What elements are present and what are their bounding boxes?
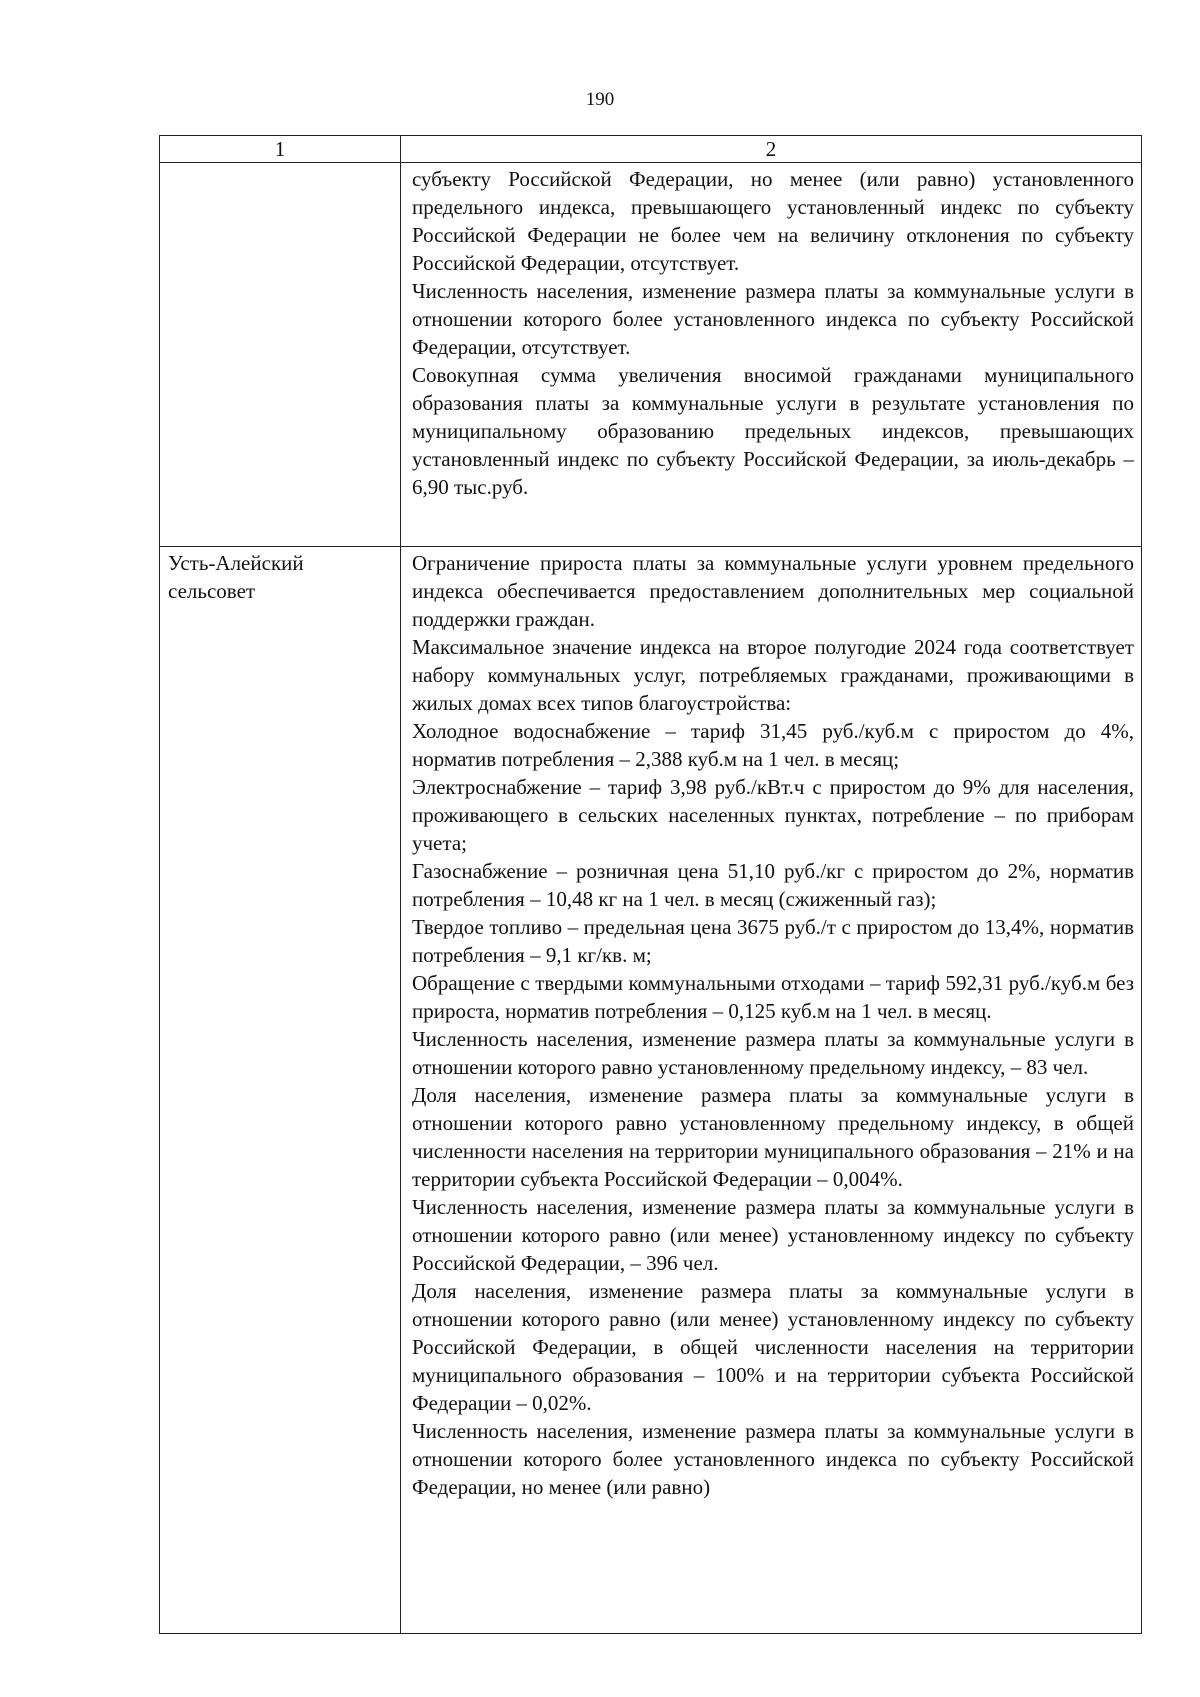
table-header-row [160,136,1142,163]
paragraph: Электроснабжение – тариф 3,98 руб./кВт.ч с приростом до 9% для населения, проживающего в сельских населенных пунктах, потребление – по приборам учета; [412,775,1134,855]
municipality-name-cell: Усть-Алейский сельсовет [160,547,401,1634]
paragraph: Совокупная сумма увеличения вносимой гражданами муниципального образования платы за коммунальные услуги в результате установления по муниципальному образованию предельных индексов, превышающих установленный индекс по субъекту Российской Федерации, за июль-декабрь – 6,90 тыс.руб. [412,363,1134,499]
paragraph: Численность населения, изменение размера платы за коммунальные услуги в отношении которого равно установленному предельному индексу, – 83 чел. [412,1027,1134,1079]
municipality-name-cell [160,163,401,547]
paragraph: Численность населения, изменение размера платы за коммунальные услуги в отношении которого более установленного индекса по субъекту Российской Федерации, отсутствует. [412,279,1134,359]
paragraph: субъекту Российской Федерации, но менее (или равно) установленного предельного индекса, превышающего установленный индекс по субъекту Российской Федерации не более чем на величину отклонения по субъекту Российской Федерации, отсутствует. [412,167,1134,275]
paragraph: Доля населения, изменение размера платы за коммунальные услуги в отношении которого равно установленному предельному индексу, в общей численности населения на территории муниципального образования – 21% и на территории субъекта Российской Федерации – 0,004%. [412,1083,1134,1191]
paragraph: Газоснабжение – розничная цена 51,10 руб./кг с приростом до 2%, норматив потребления – 10,48 кг на 1 чел. в месяц (сжиженный газ); [412,859,1134,911]
description-cell [401,163,1142,547]
paragraph: Ограничение прироста платы за коммунальные услуги уровнем предельного индекса обеспечивается предоставлением дополнительных мер социальной поддержки граждан. [412,551,1134,631]
column-header-2: 2 [401,136,1142,163]
paragraph: Холодное водоснабжение – тариф 31,45 руб./куб.м с приростом до 4%, норматив потребления – 2,388 куб.м на 1 чел. в месяц; [412,719,1134,771]
table-row [160,547,1142,1634]
description-cell [401,547,1142,1634]
paragraph: Твердое топливо – предельная цена 3675 руб./т с приростом до 13,4%, норматив потребления – 9,1 кг/кв. м; [412,915,1134,967]
paragraph: Обращение с твердыми коммунальными отходами – тариф 592,31 руб./куб.м без прироста, норматив потребления – 0,125 куб.м на 1 чел. в месяц. [412,971,1134,1023]
page-number: 190 [585,89,615,110]
paragraph: Численность населения, изменение размера платы за коммунальные услуги в отношении которого более установленного индекса по субъекту Российской Федерации, но менее (или равно) [412,1419,1134,1499]
data-table [159,135,1142,1634]
table-row [160,163,1142,547]
paragraph: Численность населения, изменение размера платы за коммунальные услуги в отношении которого равно (или менее) установленному индексу по субъекту Российской Федерации, – 396 чел. [412,1195,1134,1275]
column-header-1: 1 [160,136,401,163]
paragraph: Доля населения, изменение размера платы за коммунальные услуги в отношении которого равно (или менее) установленному индексу по субъекту Российской Федерации, в общей численности населения на территории муниципального образования – 100% и на территории субъекта Российской Федерации – 0,02%. [412,1279,1134,1415]
paragraph: Максимальное значение индекса на второе полугодие 2024 года соответствует набору коммунальных услуг, потребляемых гражданами, проживающими в жилых домах всех типов благоустройства: [412,635,1134,715]
